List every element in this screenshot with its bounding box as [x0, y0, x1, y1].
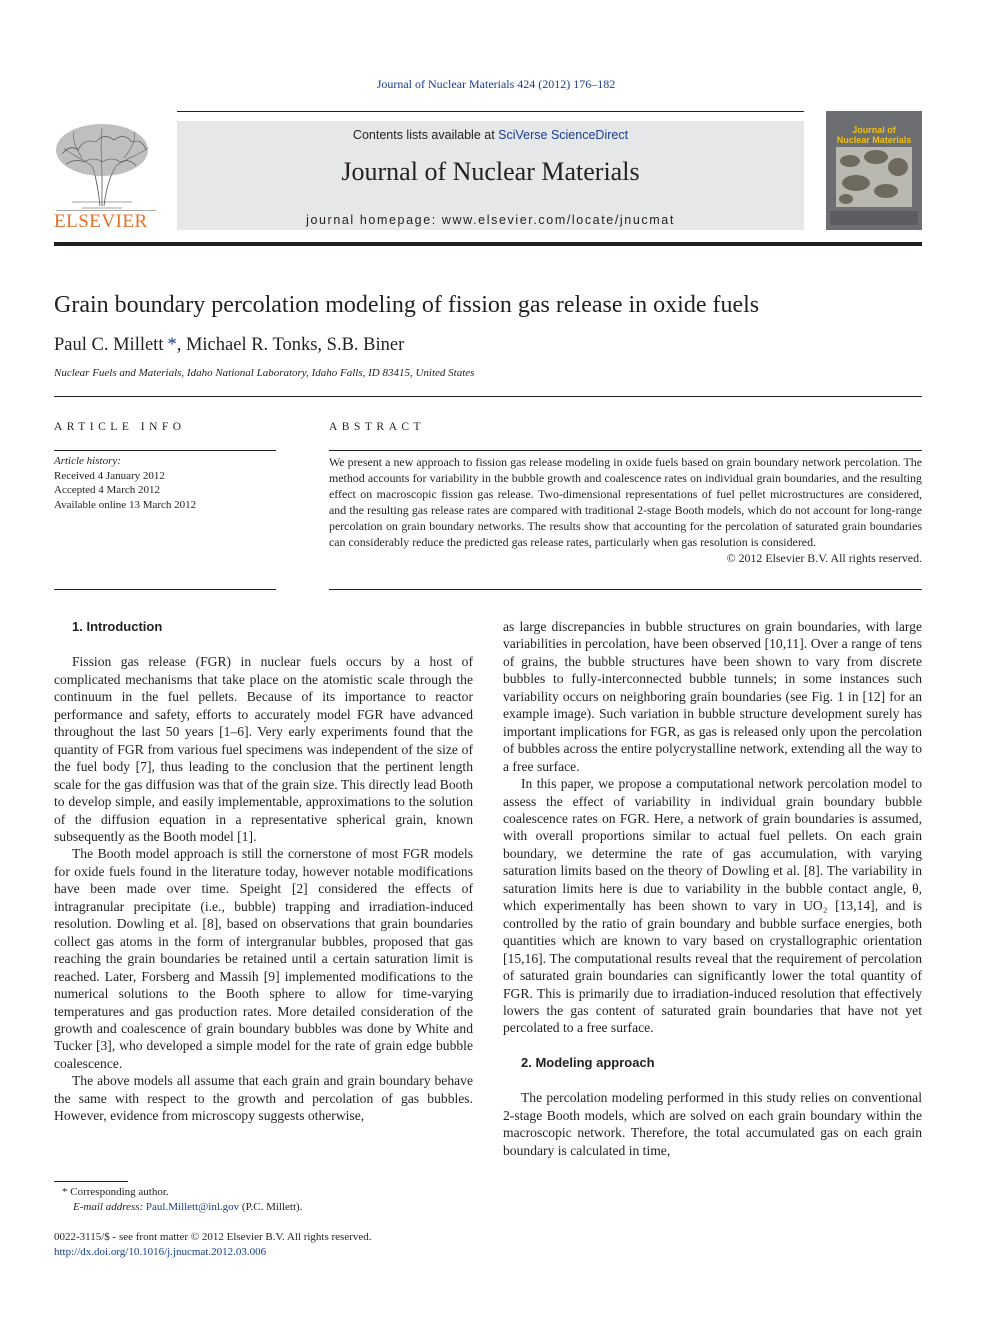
corresponding-footnote: * Corresponding author.: [62, 1186, 169, 1198]
paragraph: The percolation modeling performed in this study relies on conventional 2-stage Booth models, which are solved on each grain boundary within the macroscopic network. Therefore, the total accumulated gas on each grain boundary is calculated in time,: [503, 1090, 922, 1158]
email-footnote: E-mail address: Paul.Millett@inl.gov (P.C. Millett).: [73, 1200, 303, 1213]
abstract-rule-bottom: [329, 589, 922, 590]
affiliation-rule: [54, 396, 922, 397]
history-label: Article history:: [54, 455, 121, 467]
journal-citation[interactable]: Journal of Nuclear Materials 424 (2012) 176–182: [376, 77, 616, 91]
accepted-date: Accepted 4 March 2012: [54, 484, 160, 496]
journal-title: Journal of Nuclear Materials: [341, 157, 640, 186]
journal-homepage[interactable]: journal homepage: www.elsevier.com/locate/jnucmat: [306, 213, 675, 227]
elsevier-wordmark: ELSEVIER: [54, 211, 148, 232]
article-info-rule: [54, 450, 276, 451]
abstract-text: We present a new approach to fission gas release modeling in oxide fuels based on grain boundary network percolation. The method accounts for variability in the bubble growth and coalescence rates on individual grain boundaries, and the resulting effect on macroscopic fission gas release. Two-dimensional representations of fuel pellet microstructures are considered, and the resulting gas release rates are compared with traditional 2-stage Booth models, which do not account for long-range percolation on grain boundary networks. The results show that accounting for the percolation of saturated grain boundaries can considerably reduce the predicted gas release rates, particularly when gas resolution is considered.: [329, 455, 922, 549]
section-heading: 1. Introduction: [72, 619, 163, 634]
received-date: Received 4 January 2012: [54, 469, 165, 482]
article-info-rule-bottom: [54, 589, 276, 590]
footnote-rule: [54, 1181, 128, 1182]
body-column-left: [54, 618, 473, 1125]
cover-title: Journal of Nuclear Materials: [836, 125, 912, 145]
abstract-rule: [329, 450, 922, 451]
copyright-notice: © 2012 Elsevier B.V. All rights reserved.: [726, 551, 922, 565]
online-date: Available online 13 March 2012: [54, 498, 197, 511]
email-link[interactable]: Paul.Millett@inl.gov: [145, 1200, 240, 1213]
journal-banner: [177, 121, 804, 230]
article-history: [54, 454, 196, 512]
author-name: Paul C. Millett: [54, 335, 164, 355]
sciencedirect-link[interactable]: SciVerse ScienceDirect: [498, 128, 629, 142]
section-heading: 2. Modeling approach: [521, 1054, 655, 1070]
elsevier-logo: [52, 118, 160, 230]
header-rule-top: [177, 111, 804, 112]
abstract-body: [329, 454, 922, 566]
issn-block: [54, 1230, 372, 1259]
footnotes: [54, 1185, 302, 1214]
author-list: [54, 335, 404, 356]
article-info-heading: ARTICLE INFO: [54, 421, 186, 433]
paragraph: In this paper, we propose a computational network percolation model to assess the effect of variability in individual grain boundary bubble coalescence rates on FGR. Here, a network of grain boundaries is assumed, with overall proportions similar to actual fuel pellets. On each grain boundary, we determine the rate of gas accumulation, with varying saturation limits based on the theory of Dowling et al. [8]. The variability in saturation limits here is due to variability in the bubble contact angle, θ, which experimentally has been shown to vary in UO₂ [13,14], and is controlled by the ratio of grain boundary and bubble surface energies, both quantities which are known to vary based on crystallographic orientation [15,16]. The computational results reveal that the requirement of percolation of saturated grain boundaries can significantly lower the total quantity of FGR. This is primarily due to irradiation-induced resolution that effectively lowers the gas content of saturated grain boundaries that have not yet percolated to a free surface.: [503, 776, 922, 1036]
doi-link[interactable]: http://dx.doi.org/10.1016/j.jnucmat.2012.03.006: [54, 1245, 267, 1258]
abstract-heading: ABSTRACT: [329, 421, 426, 433]
affiliation: Nuclear Fuels and Materials, Idaho National Laboratory, Idaho Falls, ID 83415, United States: [54, 367, 475, 379]
body-column-right: [503, 618, 922, 1159]
contents-line: Contents lists available at SciVerse ScienceDirect: [352, 128, 629, 142]
corresponding-author-mark[interactable]: *: [167, 335, 177, 355]
issn-line: 0022-3115/$ - see front matter © 2012 Elsevier B.V. All rights reserved.: [54, 1231, 372, 1243]
paragraph: The above models all assume that each grain and grain boundary behave the same with respect to the growth and percolation of gas bubbles. However, evidence from microscopy suggests otherwise,: [54, 1073, 473, 1124]
paragraph: Fission gas release (FGR) in nuclear fuels occurs by a host of complicated mechanisms that take place on the atomistic scale through the continuum in the fuel pellets. Because of its importance to reactor performance and safety, efforts to accurately model FGR have advanced throughout the last 50 years [1–6]. Very early experiments found that the quantity of FGR from various fuel specimens was independent of the size of the fuel body [7], thus leading to the conclusion that the pertinent length scale for the gas diffusion was that of the grain size. This directly lead Booth to develop simple, and easily implementable, approximations to the solution of the diffusion equation in a representative spherical grain, known subsequently as the Booth model [1].: [54, 654, 473, 844]
author-names-rest: , Michael R. Tonks, S.B. Biner: [176, 335, 405, 355]
paragraph: The Booth model approach is still the cornerstone of most FGR models for oxide fuels found in the literature today, however notable modifications have been made over time. Speight [2] considered the effects of intragranular precipitate (i.e., bubble) trapping and irradiation-induced resolution. Dowling et al. [8], based on observations that grain boundaries collect gas atoms in the form of intergranular bubbles, proposed that gas reaching the grain boundaries be retained until a certain saturation limit is reached. Later, Forsberg and Massih [9] implemented modifications to the numerical solutions to the Booth sphere to allow for time-varying temperatures and gas production rates. More detailed consideration of the growth and coalescence of grain boundary bubbles was done by White and Tucker [3], who developed a simple model for the rate of grain edge bubble coalescence.: [54, 846, 473, 1071]
journal-cover-thumbnail: [826, 111, 922, 230]
paragraph: as large discrepancies in bubble structures on grain boundaries, with large variabilities in percolation, have been observed [10,11]. Over a range of tens of grains, the bubble structures have been shown to vary from discrete bubbles to fully-interconnected bubble tunnels; in some instances such variability occurs on neighboring grain boundaries (see Fig. 1 in [12] for an example image). Such variation in bubble structure development surely has important implications for FGR, as gas is released only upon the percolation of bubbles across the entire polycrystalline network, extending all the way to a free surface.: [503, 619, 922, 774]
header-rule-bottom: [54, 242, 922, 246]
article-title: Grain boundary percolation modeling of fission gas release in oxide fuels: [54, 292, 760, 318]
